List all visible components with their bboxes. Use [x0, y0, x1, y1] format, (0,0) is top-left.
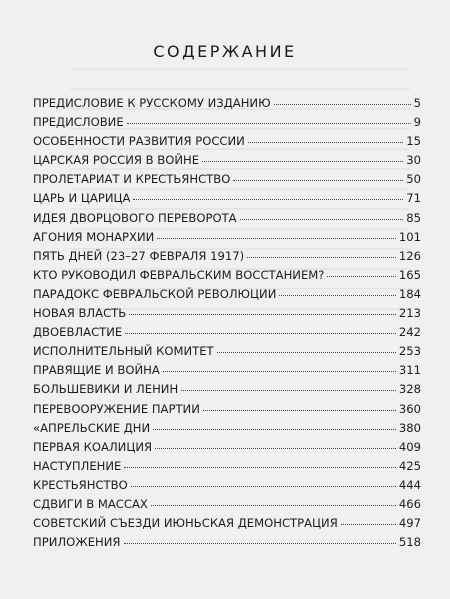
toc-entry — [33, 306, 421, 325]
toc-entry-title: ПЕРЕВООРУЖЕНИЕ ПАРТИИ — [33, 401, 200, 416]
dot-leader — [233, 179, 403, 181]
dot-leader — [125, 332, 396, 334]
toc-entry-page-number: 85 — [406, 210, 421, 225]
toc-entry — [33, 459, 421, 478]
toc-entry-title: ПРЕДИСЛОВИЕ — [33, 115, 124, 130]
toc-entry — [33, 382, 421, 401]
dot-leader — [274, 103, 411, 105]
toc-entry-page-number: 242 — [398, 325, 421, 340]
toc-entry — [33, 134, 421, 153]
toc-entry-title: БОЛЬШЕВИКИ И ЛЕНИН — [33, 382, 179, 397]
toc-entry — [33, 96, 421, 115]
dot-leader — [127, 122, 411, 124]
page-title: СОДЕРЖАНИЕ — [153, 42, 297, 61]
toc-entry-page-number: 497 — [398, 516, 421, 531]
toc-entry — [33, 421, 421, 440]
toc-entry-page-number: 5 — [413, 96, 421, 110]
toc-entry-title: КРЕСТЬЯНСТВО — [33, 477, 128, 492]
toc-entry — [33, 268, 421, 287]
toc-entry-title: ПЯТЬ ДНЕЙ (23–27 ФЕВРАЛЯ 1917) — [33, 248, 245, 263]
toc-entry-page-number: 213 — [398, 306, 421, 321]
toc-entry — [33, 440, 421, 459]
dot-leader — [131, 485, 396, 487]
toc-entry-page-number: 425 — [398, 458, 421, 473]
dot-leader — [248, 141, 403, 143]
toc-entry — [33, 211, 421, 230]
toc-entry — [33, 230, 421, 249]
toc-entry-title: КТО РУКОВОДИЛ ФЕВРАЛЬСКИМ ВОССТАНИЕМ? — [33, 267, 325, 282]
dot-leader — [153, 428, 396, 430]
toc-entry-title: ПРЕДИСЛОВИЕ К РУССКОМУ ИЗДАНИЮ — [33, 96, 271, 110]
dot-leader — [217, 351, 396, 353]
toc-entry-page-number: 328 — [398, 382, 421, 397]
toc-entry-page-number: 409 — [398, 439, 421, 454]
dot-leader — [129, 313, 396, 315]
dot-leader — [202, 160, 403, 162]
toc-entry-title: АГОНИЯ МОНАРХИИ — [33, 229, 155, 244]
toc-entry-page-number: 15 — [406, 134, 421, 149]
toc-entry — [33, 516, 421, 535]
toc-entry-title: СДВИГИ В МАССАХ — [33, 496, 148, 511]
toc-entry — [33, 325, 421, 344]
toc-entry-page-number: 518 — [398, 535, 421, 550]
toc-entry-page-number: 71 — [406, 191, 421, 206]
toc-entry — [33, 363, 421, 382]
toc-entry — [33, 497, 421, 516]
dot-leader — [151, 504, 396, 506]
dot-leader — [163, 370, 396, 372]
toc-entry-title: ПЕРВАЯ КОАЛИЦИЯ — [33, 439, 153, 454]
toc-entry-title: НАСТУПЛЕНИЕ — [33, 458, 122, 473]
toc-entry — [33, 249, 421, 268]
dot-leader — [124, 466, 395, 468]
toc-entry-title: НОВАЯ ВЛАСТЬ — [33, 306, 127, 321]
toc-entry-page-number: 50 — [406, 172, 421, 187]
toc-entry-page-number: 184 — [398, 286, 421, 301]
toc-entry-page-number: 101 — [398, 229, 421, 244]
dot-leader — [341, 523, 396, 525]
toc-entry-page-number: 253 — [398, 344, 421, 359]
dot-leader — [124, 542, 396, 544]
toc-entry-page-number: 126 — [398, 248, 421, 263]
toc-entry-page-number: 30 — [406, 153, 421, 168]
dot-leader — [247, 256, 396, 258]
toc-entry-title: ИСПОЛНИТЕЛЬНЫЙ КОМИТЕТ — [33, 344, 214, 359]
toc-entry — [33, 191, 421, 210]
toc-entry — [33, 402, 421, 421]
toc-entry-page-number: 380 — [398, 420, 421, 435]
toc-entry — [33, 344, 421, 363]
dot-leader — [327, 275, 395, 277]
toc-entry-page-number: 165 — [398, 267, 421, 282]
toc-entry-title: ОСОБЕННОСТИ РАЗВИТИЯ РОССИИ — [33, 134, 245, 149]
toc-entry-title: ИДЕЯ ДВОРЦОВОГО ПЕРЕВОРОТА — [33, 210, 237, 225]
table-of-contents — [33, 96, 421, 554]
dot-leader — [157, 237, 396, 239]
toc-entry-title: ДВОЕВЛАСТИЕ — [33, 325, 123, 340]
toc-entry-page-number: 311 — [398, 363, 421, 378]
toc-entry — [33, 478, 421, 497]
dot-leader — [133, 198, 403, 200]
toc-entry-page-number: 360 — [398, 401, 421, 416]
toc-entry-title: ПРАВЯЩИЕ И ВОЙНА — [33, 363, 160, 378]
toc-entry — [33, 535, 421, 554]
dot-leader — [279, 294, 395, 296]
toc-entry-page-number: 466 — [398, 496, 421, 511]
dot-leader — [155, 447, 396, 449]
dot-leader — [240, 218, 404, 220]
toc-entry-title: ЦАРСКАЯ РОССИЯ В ВОЙНЕ — [33, 153, 200, 168]
toc-entry — [33, 153, 421, 172]
toc-entry-page-number: 444 — [398, 477, 421, 492]
toc-entry-title: ПРИЛОЖЕНИЯ — [33, 535, 121, 550]
toc-entry — [33, 172, 421, 191]
toc-entry-title: «АПРЕЛЬСКИЕ ДНИ — [33, 420, 151, 435]
toc-entry — [33, 287, 421, 306]
toc-entry-title: ЦАРЬ И ЦАРИЦА — [33, 191, 131, 206]
toc-entry-title: СОВЕТСКИЙ СЪЕЗДИ ИЮНЬСКАЯ ДЕМОНСТРАЦИЯ — [33, 516, 338, 531]
dot-leader — [203, 409, 396, 411]
toc-entry-title: ПРОЛЕТАРИАТ И КРЕСТЬЯНСТВО — [33, 172, 231, 187]
toc-entry-title: ПАРАДОКС ФЕВРАЛЬСКОЙ РЕВОЛЮЦИИ — [33, 286, 277, 301]
toc-entry-page-number: 9 — [413, 115, 421, 130]
dot-leader — [181, 389, 396, 391]
toc-entry — [33, 115, 421, 134]
